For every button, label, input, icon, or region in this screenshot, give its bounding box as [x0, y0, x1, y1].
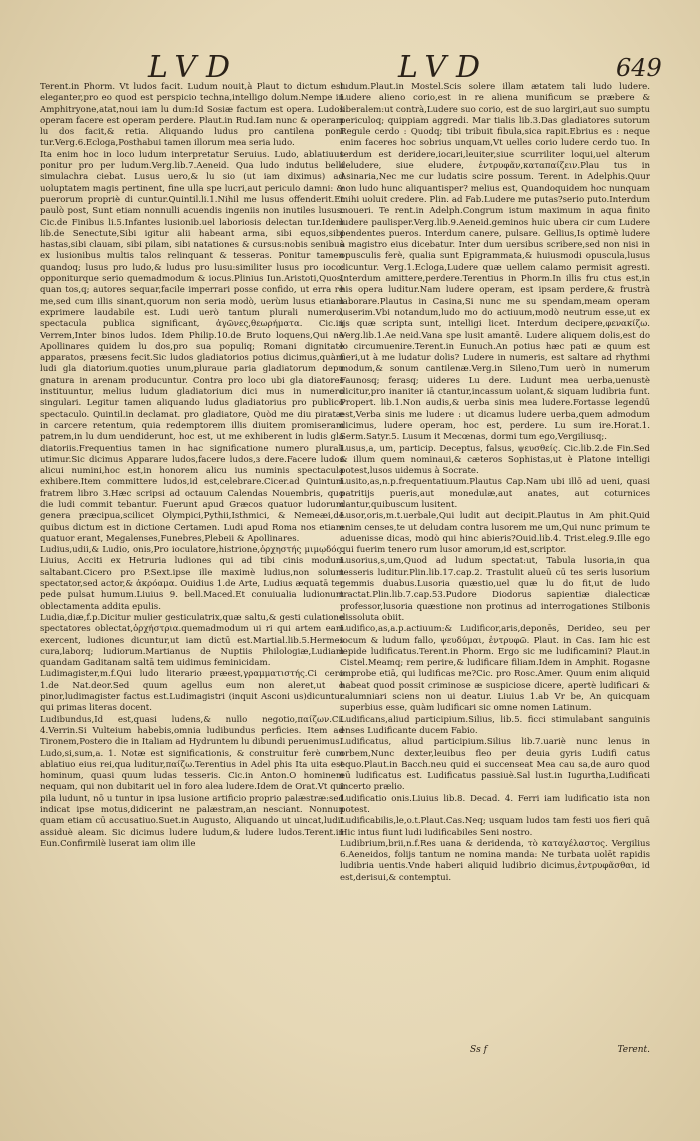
- header-left-word: LVD: [148, 50, 241, 85]
- entry-paragraph: Ludificatio onis.Liuius lib.8. Decad. 4. Ferri iam ludificatio ista non potest.: [340, 793, 650, 815]
- entry-paragraph: Ludibrium,brii,n.f.Res uana & deridenda, τὸ καταγέλαστος. Vergilius 6.Aeneidos, folijs tantum ne nomina manda: Ne turbata uolēt rapidis ludibria uentis.Vnde haberi aliquid ludibrio dicimus,ἐντρυφᾶσθαι, id est,derisui,& contemptui.: [340, 838, 650, 883]
- entry-paragraph: Ludius,udii,& Ludio, onis,Pro ioculatore,histrione,ὀρχηστής μιμῳδός. Liuius, Acciti ex Hetruria ludiones qui ad tibi cinis modum saltabant.Cicero pro P.Sext.ipse ille maximè ludius,non solum spectator,sed actor,& ἀκρόαμα. Ouidius 1.de Arte, Ludius æquatā ter pede pulsat humum.Liuius 9. bell.Maced.Et conuiualia ludionum oblectamenta addita epulis.: [40, 545, 344, 612]
- entry-paragraph: Lusor,oris,m.t.uerbale,Qui ludit aut decipit.Plautus in Am phit.Quid enim censes,te ut deludam contra lusorem me um,Qui nunc primum te aduenisse dicas, modò qui hinc abieris?Ouid.lib.4. Trist.eleg.9.Ille ego qui fuerim tenero rum lusor amorum,id est,scriptor.: [340, 511, 650, 556]
- entry-paragraph: Lusorius,s,um,Quod ad ludum spectat:ut, Tabula lusoria,in qua tesseris luditur.Plin.lib.17.cap.2. Trastulit alueū cū tes seris lusorium gemmis duabus.Lusoria quæstio,uel quæ lu do fit,ut de ludo tractat.Plin.lib.7.cap.53.Pudore Diodorus sapientiæ dialecticæ professor,lusoria quæstione non protinus ad interrogationes Stilbonis dissoluta obiit.: [340, 556, 650, 623]
- entry-paragraph: Ludificabilis,le,o.t.Plaut.Cas.Neq; usquam ludos tam festi uos fieri quā Hic intus fiunt ludi ludificabiles Seni nostro.: [340, 816, 650, 838]
- entry-paragraph: ludum.Plaut.in Mostel.Scis solere illam ætatem tali ludo ludere. Ludere alieno corio,est in re aliena munificum se præbere & liberalem:ut contrà,Ludere suo corio, est de suo largiri,aut suo sumptu periculoq; quippiam aggredi. Mar tialis lib.3.Das gladiatores sutorum Regule cerdo : Quodq; tibi tribuit fibula,sica rapit.Ebrius es : neque enim faceres hoc sobrius unquam,Vt uelles corio ludere cerdo tuo. In terdum est deridere,iocari,leuiter,siue scurriliter loqui,uel alterum deludere, siue eludere, ἐντρυφᾶν,καταπαίζειν.Plau tus in Asinaria,Nec me cur ludatis scire possum. Terent. in Adelphis.Quur non ludo hunc aliquantisper? melius est, Quandoquidem hoc nunquam mihi uoluit credere. Plin. ad Fab.Ludere me putas?serio puto.Interdum moueri. Te rent.in Adelph.Congrum istum maximum in aqua finito ludere paulisper.Verg.lib.9.Aeneid.geminos huic ubera cir cum Ludere pendentes pueros. Interdum canere, pulsare. Gellius,Is optimè ludere à magistro eius dicebatur. Inter dum uersibus scribere,sed non nisi in opusculis ferè, qualia sunt Epigrammata,& huiusmodi opuscula,lusus dicuntur. Verg.1.Ecloga,Ludere quæ uellem calamo permisit agresti. Interdum amittere,perdere.Terentius in Phorm.In illis fru ctus est,in his opera luditur.Nam ludere operam, est ipsam perdere,& frustrà laborare.Plautus in Casina,Si nunc me su spendam,meam operam luserim.Vbi notandum,ludo mo do actiuum,modò neutrum esse,ut ex ijs quæ scripta sunt, intelligi licet. Interdum decipere,φενακίζω. Verg.lib.1.Ae neid.Vana spe lusit amantē. Ludere aliquem dolis,est do lo circumuenire.Terent.in Eunuch.An potius hæc pati æ quum est fieri,ut à me ludatur dolis? Ludere in numeris, est saltare ad rhythmi modum,& sonum cantilenæ.Verg.in Sileno,Tum uerò in numerum Faunosq; ferasq; uideres Lu dere. Ludunt mea uerba,uenustè dicitur,pro inaniter iā ctantur,incassum uolant,& siquam ludibria funt. Propert. lib.1.Non audis,& uerba sinis mea ludere.Fortasse legendū est,Verba sinis me ludere : ut dicamus ludere uerba,quem admodum dicimus, ludere operam, hoc est, perdere. Lu sum ire.Horat.1. Serm.Satyr.5. Lusum it Mecœnas, dormi tum ego,Vergiliusq;.: [340, 82, 650, 443]
- signature-mark: Ss f: [470, 1045, 487, 1055]
- entry-paragraph: Ludimagister,m.f.Qui ludo literario præest,γραμματιστής.Ci cero 1.de Nat.deor.Sed quum agellus eum non aleret,ut o pinor,ludimagister factus est.Ludimagistri (inquit Asconi us)dicuntur qui primas literas docent.: [40, 669, 344, 714]
- page-footer: [470, 1045, 680, 1063]
- entry-paragraph: Terent.in Phorm. Vt ludos facit. Ludum nouit,à Plaut to dictum est eleganter,pro eo quod est perspicio techna,intelligo dolum.Nempe in Amphitryone,atat,noui iam lu dum:Id Sosiæ factum est opera. Ludos operam facere est operam perdere. Plaut.in Rud.Iam nunc & operam lu dos facit,& retia. Aliquando ludus pro cantilena poni tur.Verg.6.Ecloga,Posthabui tamen illorum mea seria ludo.: [40, 82, 344, 149]
- entry-paragraph: Ludibundus,Id est,quasi ludens,& nullo negotio,παίζων.Ci. 4.Verrin.Si Vulteium habebis,omnia ludibundus perficies. Item ad Tironem,Postero die in Italiam ad Hydruntem lu dibundi peruenimus.: [40, 714, 344, 748]
- entry-paragraph: Ludificatus, aliud participium.Silius lib.7.uariè nunc lenus in orbem,Nunc dexter,leuibus fleo per deuia gyris Ludifi catus equo.Plaut.in Bacch.neu quid ei succenseat Mea cau sa,de auro quod eū ludificatus est. Ludificatus passiuè.Sal lust.in Iugurtha,Ludificati incerto prælio.: [340, 737, 650, 793]
- entry-paragraph: Ludifico,as,a.p.actiuum:& Ludificor,aris,deponēs, Derideo, seu per iocum & ludum fallo, ψευδύμαι, ἐντρυφῶ. Plaut. in Cas. Iam hic est lepide ludificatus.Terent.in Phorm. Ergo sic me ludificamini? Plaut.in Cistel.Meamq; rem perire,& ludificare filiam.Idem in Amphit. Rogasne improbe etiā, qui ludificas me?Cic. pro Rosc.Amer. Quum enim aliquid habeat quod possit criminose æ suspiciose dicere, apertè ludificari & calumniari sciens non ui deatur. Liuius 1.ab Vr be, An quicquam superbius esse, quàm ludificari sic omne nomen Latinum.: [340, 624, 650, 714]
- catchword: Terent.: [617, 1045, 650, 1055]
- entry-paragraph: Ludia,diæ,f.p.Dicitur mulier gesticulatrix,quæ saltu,& gesti culatione spectatores oblectat,ὀρχήστρια.quemadmodum ui ri qui artem eam exercent, ludiones dicuntur,ut iam dictū est.Martial.lib.5.Hermes cura,laborq; ludiorum.Martianus de Nuptiis Philologiæ,Ludiam quandam Gaditanam saltā tem uidimus feminicidam.: [40, 612, 344, 669]
- left-column: [40, 82, 344, 850]
- entry-paragraph: Ita enim hoc in loco ludum interpretatur Seruius. Ludo, ablatiuus ponitur pro per ludum.Verg.lib.7.Aeneid. Qua ludo indutus belli simulachra ciebat. Lusus uero,& lu sio (ut iam diximus) ad uoluptatem magis pertinent, fine ulla spe lucri,aut periculo damni: & puerorum propriè di cuntur.Quintil.li.1.Nihil me lusus offenderit.Et paulò post, Sunt etiam nonnulli acuendis ingeniis non inutiles lusus. Cic.de Finibus li.5.Infantes lusionib.uel laboriosis delectan tur.Idem lib.de Senectute,Sibi igitur alii habeant arma, sibi equos,sibi hastas,sibi clauam, sibi pilam, sibi natationes & cursus:nobis senibus ex lusionibus multis talos relinquant & tesseras. Ponitur tamen quandoq; lusus pro ludo,& ludus pro lusu:similiter lusus pro ioco: opponiturque serio quemadmodum & iocus.Plinius Iun.Aristoti,Quos, quan tos,q; autores sequar,facile imperrari posse confido, ut erra re me,sed cum illis sinant,quorum non seria modò, uerùm lusus etiam exprimere laudabile est. Ludi uerò tantum plurali numero, spectacula publica significant, ἀγῶνες,θεωρήματα. Cic.in Verrem,Inter binos ludos. Idem Philip.10.de Bruto loquens,Qui ne Apollinares quidem lu dos,pro sua populiq; Romani dignitate apparatos, præsens fecit.Sic ludos gladiatorios potius dicimus,quàm ludi gla diatorium.quoties unum,pluraue paria gladiatorum depu gnatura in arenam producuntur. Contra pro loco ubi gla diatores instituuntur, melius ludum gladiatorium dici mus in numero singulari. Legitur tamen aliquando ludus gladiatorius pro publico spectaculo. Quintil.in declamat. pro gladiatore, Quòd me diu piratæ in carcere retentum, quia redemptorem illis diuitem promiseram patrem,in lu dum uendiderunt, hoc est, ut me exhiberent in ludis gla diatoriis.Frequentius tamen in hac significatione numero plurali utimur.Sic dicimus Apparare ludos,facere ludos,ɜ dere.Facere ludos alicui numini,hoc est,in honorem alicu ius numinis spectacula exhibere.Item committere ludos,id est,celebrare.Cicer.ad Quintum fratrem libro 3.Hæc scripsi ad octauum Calendas Nouembris, quo die ludi commit tebantur. Fuerunt apud Græcos quatuor ludorum genera præcipua,scilicet Olympici,Pythii,Isthmici, & Nemeæi,de quibus dictum est in dictione Certamen. Ludi apud Roma nos etiam quatuor erant, Megalenses,Funebres,Plebeii & Apollinares.: [40, 149, 344, 544]
- right-column: [340, 82, 650, 884]
- entry-paragraph: Ludificans,aliud participium.Silius, lib.5. ficci stimulabant sanguinis enses Ludificante ducem Fabio.: [340, 714, 650, 736]
- page-number: 649: [616, 54, 662, 82]
- entry-paragraph: Lusito,as,n.p.frequentatiuum.Plautus Cap.Nam ubi illō ad ueni, quasi patritijs pueris,aut monedulæ,aut anates, aut coturnices dantur,quibuscum lusitent.: [340, 477, 650, 510]
- entry-paragraph: Ludo,si,sum,a. 1. Notæ est significationis, & construitur ferè cum ablatiuo eius rei,qua luditur,παίζω.Terentius in Adel phis Ita uita est hominum, quasi quum ludas tesseris. Cic.in Anton.O hominem nequam, qui non dubitarit uel in foro alea ludere.Idem de Orat.Vt qui pila ludunt, nō u tuntur in ipsa lusione artificio proprio palæstræ:sed indicat ipse motus,didicerint ne palæstram,an nesciant. Nonnun quam etiam cū accusatiuo.Suet.in Augusto, Aliquando ut uincat,ludit assiduè aleam. Sic dicimus ludere ludum,& ludere ludos.Terent.in Eun.Confirmilè luserat iam olim ille: [40, 748, 344, 849]
- entry-paragraph: Lusus,a, um, particip. Deceptus, falsus, ψευσθείς. Cic.lib.2.de Fin.Sed & illum quem nominaui,& cæteros Sophistas,ut è Platone intelligi potest,lusos uidemus à Socrate.: [340, 443, 650, 477]
- header-right-word: LVD: [398, 50, 491, 85]
